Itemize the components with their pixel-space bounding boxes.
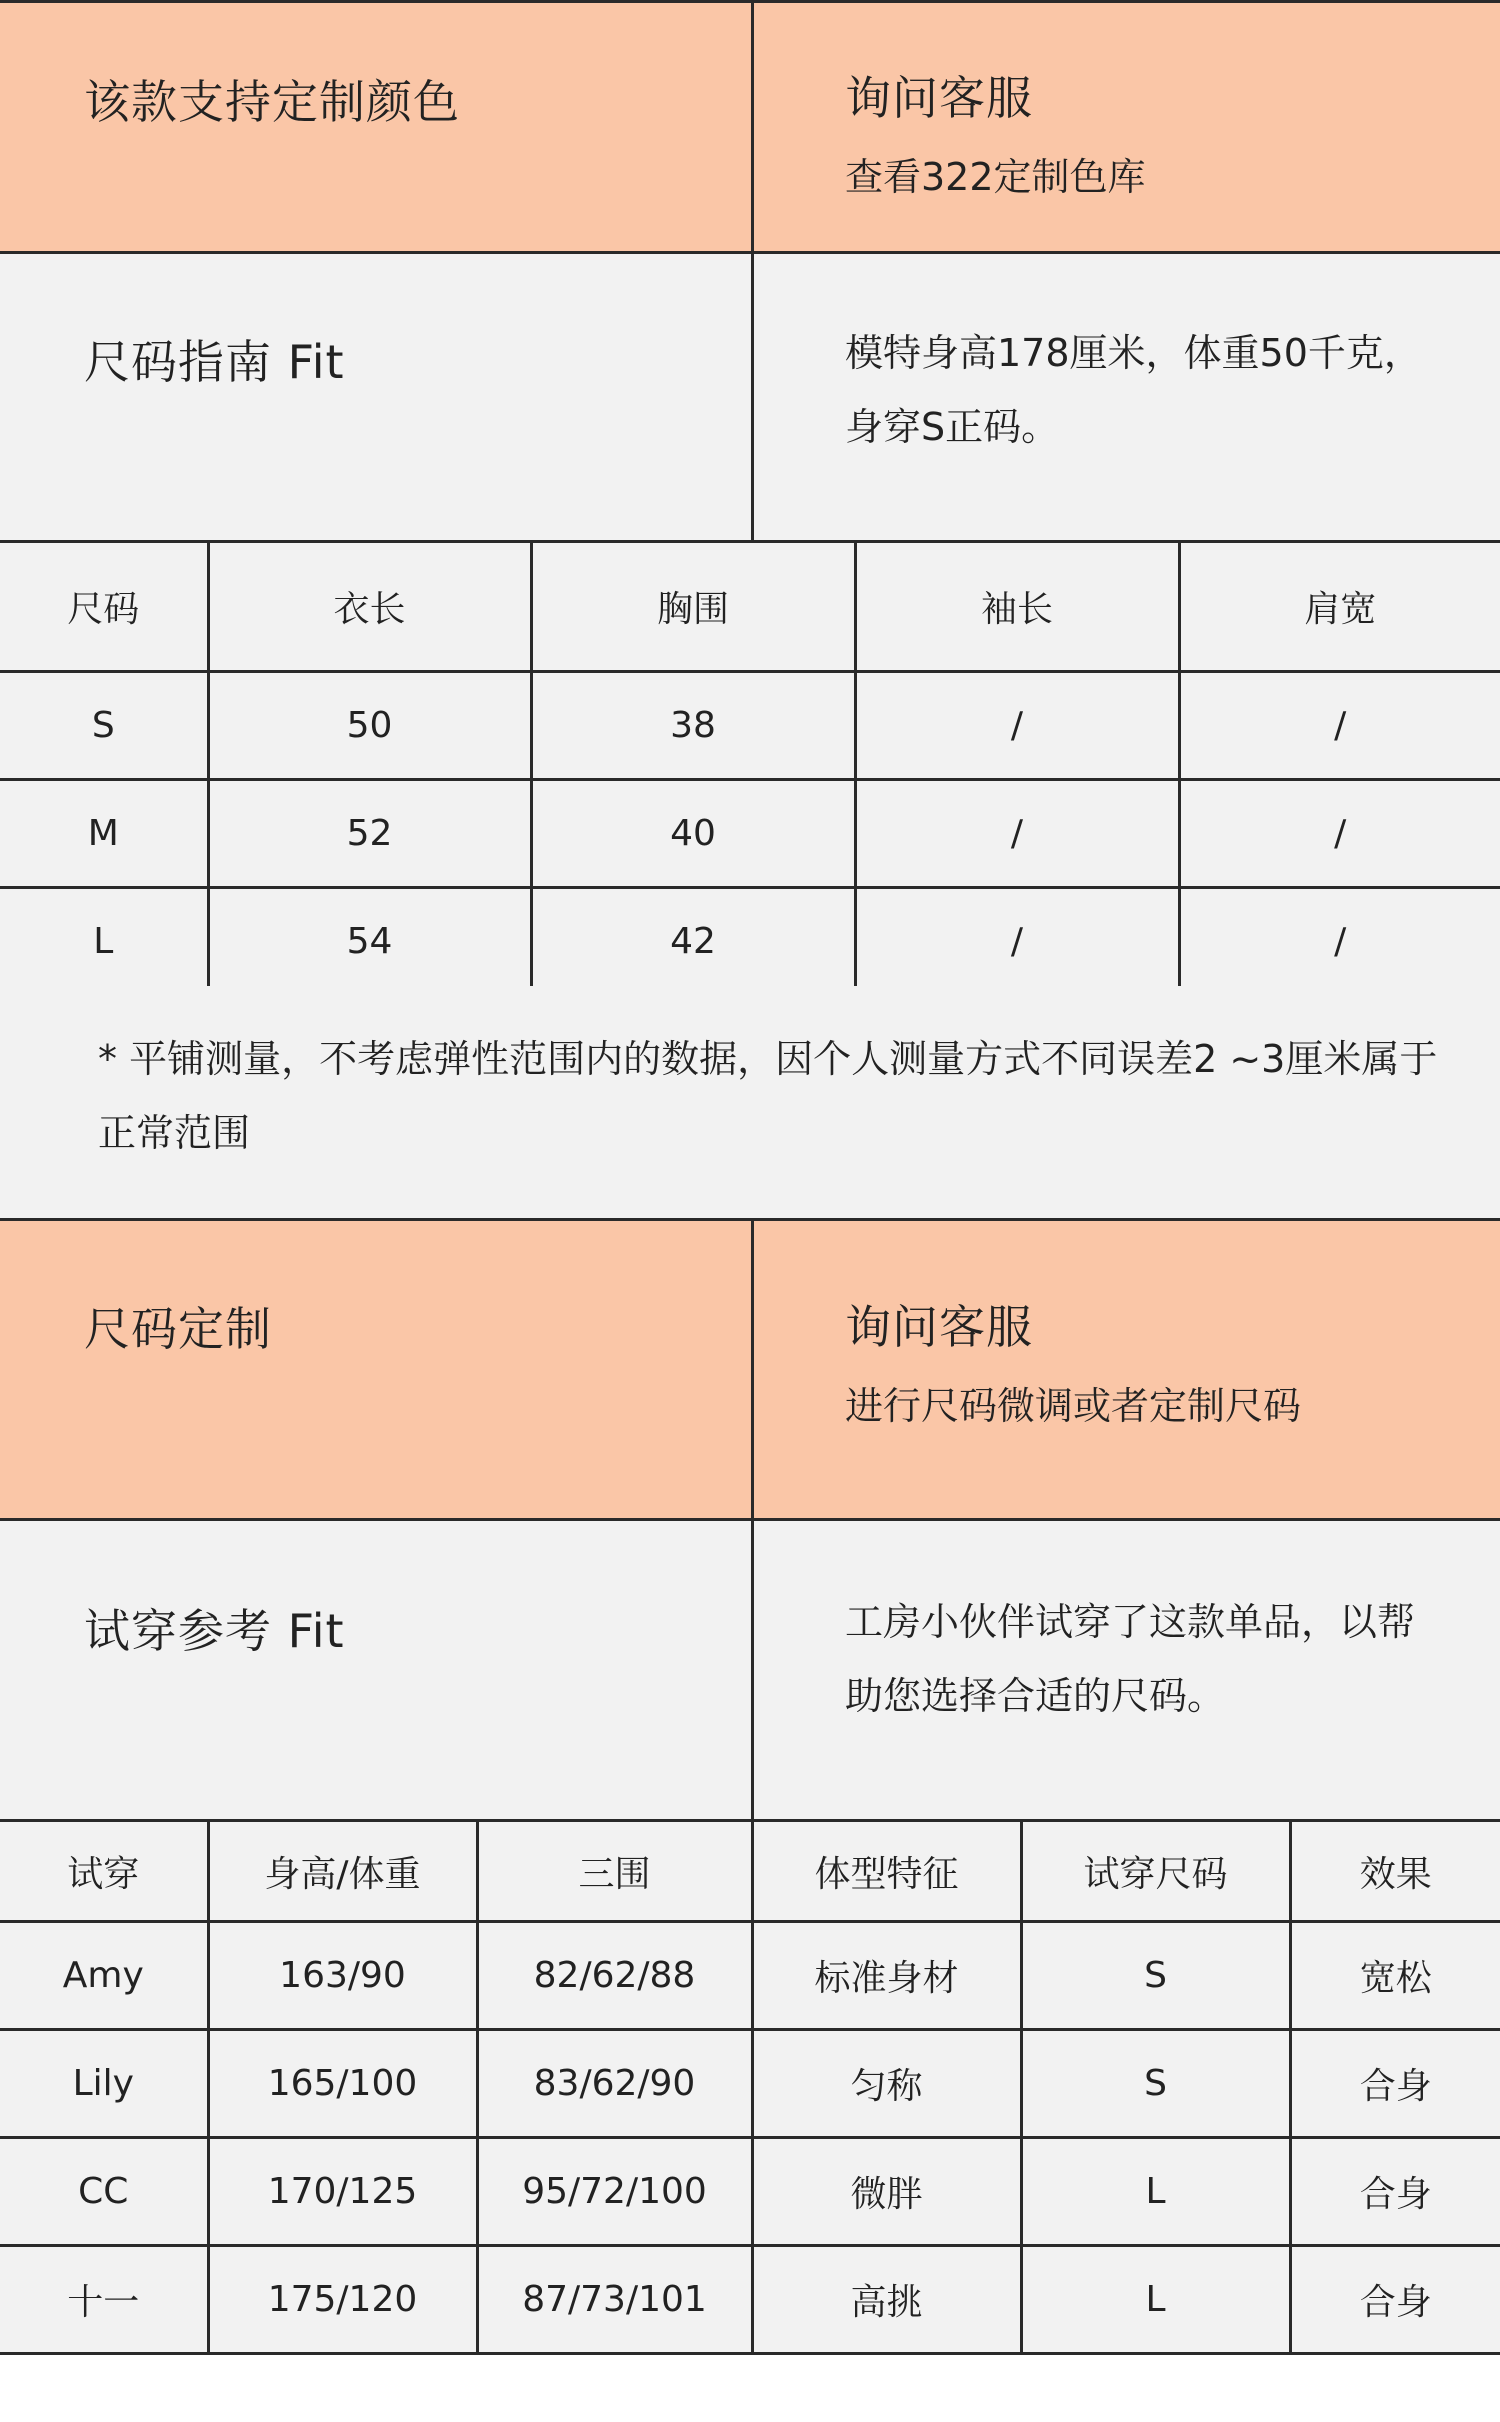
try-on-section xyxy=(0,1519,1500,1821)
table-row xyxy=(0,672,1500,780)
try-table-header: 试穿 xyxy=(0,1821,208,1922)
size-custom-title: 尺码定制 xyxy=(84,1302,272,1356)
table-cell: / xyxy=(1179,672,1500,780)
table-cell: 50 xyxy=(208,672,531,780)
model-info-text: 模特身高178厘米，体重50千克，身穿S正码。 xyxy=(845,331,1422,449)
table-cell: S xyxy=(1021,2030,1290,2138)
divider xyxy=(751,1219,754,1821)
contact-service-link[interactable]: 询问客服 xyxy=(845,71,1033,125)
table-row xyxy=(0,2246,1500,2354)
size-table-header: 胸围 xyxy=(531,542,855,672)
table-cell: 宽松 xyxy=(1290,1922,1500,2030)
divider xyxy=(0,1218,1500,1221)
table-cell: 82/62/88 xyxy=(477,1922,752,2030)
try-table-header: 身高/体重 xyxy=(208,1821,477,1922)
divider xyxy=(0,251,1500,254)
table-cell: 95/72/100 xyxy=(477,2138,752,2246)
table-cell: 标准身材 xyxy=(752,1922,1021,2030)
table-cell: L xyxy=(0,888,208,996)
size-table-header: 袖长 xyxy=(855,542,1179,672)
try-table-header: 三围 xyxy=(477,1821,752,1922)
table-cell: 175/120 xyxy=(208,2246,477,2354)
table-cell: 40 xyxy=(531,780,855,888)
try-on-desc: 工房小伙伴试穿了这款单品，以帮助您选择合适的尺码。 xyxy=(845,1600,1416,1718)
table-cell: 十一 xyxy=(0,2246,208,2354)
table-row xyxy=(0,2138,1500,2246)
size-table-header: 肩宽 xyxy=(1179,542,1500,672)
size-table-header: 尺码 xyxy=(0,542,208,672)
divider xyxy=(0,0,1500,3)
table-cell: 52 xyxy=(208,780,531,888)
table-cell: Amy xyxy=(0,1922,208,2030)
contact-service-link[interactable]: 询问客服 xyxy=(845,1300,1033,1354)
table-cell: / xyxy=(1179,888,1500,996)
table-row xyxy=(0,888,1500,996)
table-cell: 微胖 xyxy=(752,2138,1021,2246)
try-on-table xyxy=(0,1819,1500,2355)
table-row xyxy=(0,1922,1500,2030)
table-cell: / xyxy=(855,780,1179,888)
measurement-note: * 平铺测量，不考虑弹性范围内的数据，因个人测量方式不同误差2 ~3厘米属于正常范围 xyxy=(98,1037,1438,1155)
table-cell: 合身 xyxy=(1290,2138,1500,2246)
table-row xyxy=(0,780,1500,888)
try-table-header: 试穿尺码 xyxy=(1021,1821,1290,1922)
try-table-header-row xyxy=(0,1821,1500,1922)
table-cell: 83/62/90 xyxy=(477,2030,752,2138)
divider xyxy=(0,1518,1500,1521)
table-cell: 高挑 xyxy=(752,2246,1021,2354)
try-table-header: 效果 xyxy=(1290,1821,1500,1922)
size-table-header-row xyxy=(0,542,1500,672)
try-table-header: 体型特征 xyxy=(752,1821,1021,1922)
color-library-link[interactable]: 查看322定制色库 xyxy=(845,155,1146,199)
size-custom-section xyxy=(0,1219,1500,1519)
table-cell: 38 xyxy=(531,672,855,780)
table-cell: 合身 xyxy=(1290,2030,1500,2138)
table-cell: 匀称 xyxy=(752,2030,1021,2138)
size-table-header: 衣长 xyxy=(208,542,531,672)
table-cell: 163/90 xyxy=(208,1922,477,2030)
color-custom-section xyxy=(0,0,1500,252)
table-cell: M xyxy=(0,780,208,888)
table-cell: 54 xyxy=(208,888,531,996)
table-cell: L xyxy=(1021,2138,1290,2246)
table-row xyxy=(0,2030,1500,2138)
table-cell: S xyxy=(1021,1922,1290,2030)
table-cell: L xyxy=(1021,2246,1290,2354)
size-guide-title: 尺码指南 Fit xyxy=(84,335,345,389)
size-table xyxy=(0,540,1500,997)
table-cell: 170/125 xyxy=(208,2138,477,2246)
table-cell: 165/100 xyxy=(208,2030,477,2138)
divider xyxy=(751,0,754,542)
table-cell: 87/73/101 xyxy=(477,2246,752,2354)
size-custom-link[interactable]: 进行尺码微调或者定制尺码 xyxy=(845,1384,1302,1428)
color-custom-title: 该款支持定制颜色 xyxy=(84,75,460,129)
table-cell: / xyxy=(855,672,1179,780)
table-cell: / xyxy=(855,888,1179,996)
try-on-title: 试穿参考 Fit xyxy=(84,1604,345,1658)
table-cell: / xyxy=(1179,780,1500,888)
table-cell: CC xyxy=(0,2138,208,2246)
table-cell: 42 xyxy=(531,888,855,996)
table-cell: S xyxy=(0,672,208,780)
size-guide-section xyxy=(0,252,1500,542)
table-cell: 合身 xyxy=(1290,2246,1500,2354)
table-cell: Lily xyxy=(0,2030,208,2138)
